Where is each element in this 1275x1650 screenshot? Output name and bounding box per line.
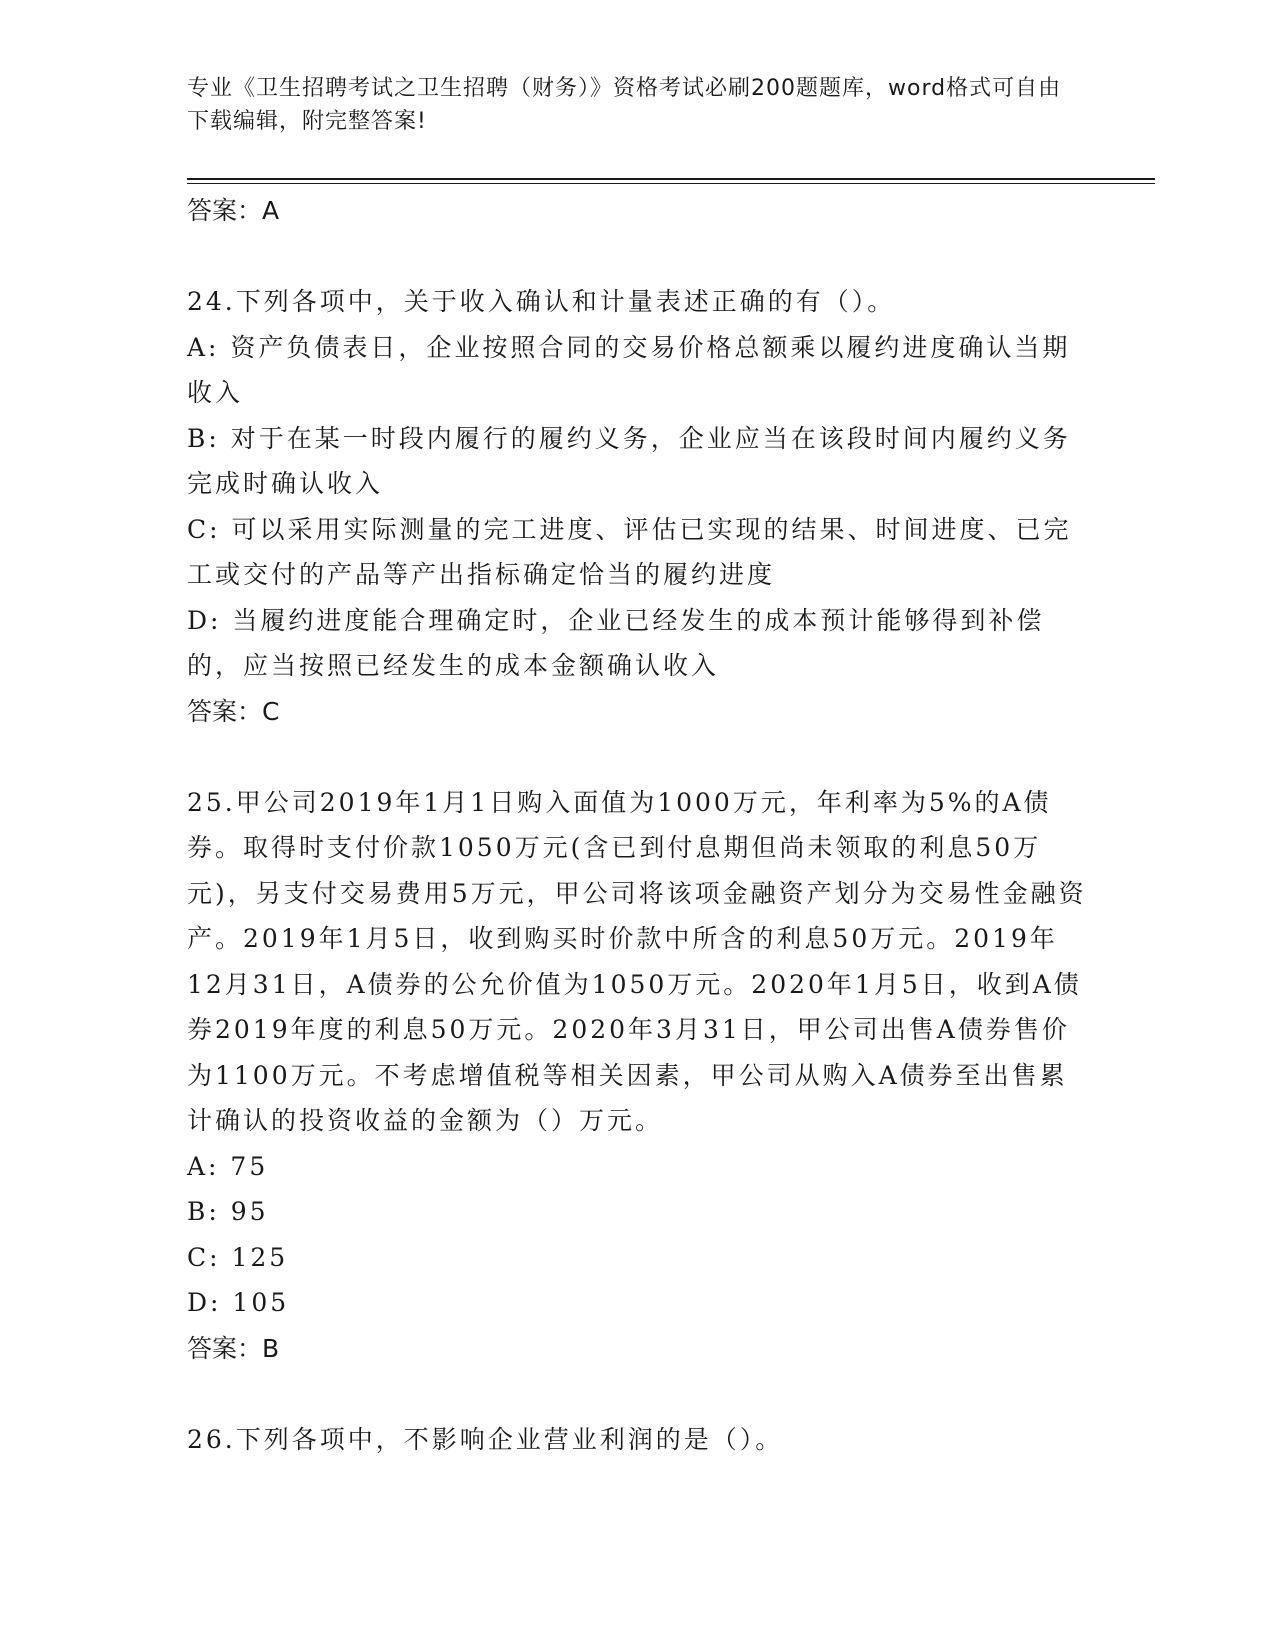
spacer (187, 1372, 1087, 1417)
document-body (187, 188, 1087, 1462)
spacer (187, 234, 1087, 279)
question-block (187, 279, 1087, 735)
option-b: B: 对于在某一时段内履行的履约义务，企业应当在该段时间内履约义务完成时确认收入 (187, 423, 1071, 498)
option-a: A: 75 (187, 1151, 269, 1181)
page-header: 专业《卫生招聘考试之卫生招聘（财务）》资格考试必刷200题题库，word格式可自由下载编辑，附完整答案! (187, 76, 1062, 134)
header-divider (187, 178, 1155, 184)
answer-line: 答案：C (187, 696, 280, 726)
question-text: 25.甲公司2019年1月1日购入面值为1000万元，年利率为5%的A债券。取得时支付价款1050万元(含已到付息期但尚未领取的利息50万元)，另支付交易费用5万元，甲公司将该项金融资产划分为交易性金融资产。2019年1月5日，收到购买时价款中所含的利息50万元。2019年12月31日，A债券的公允价值为1050万元。2020年1月5日，收到A债券2019年度的利息50万元。2020年3月31日，甲公司出售A债券售价为1100万元。不考虑增值税等相关因素，甲公司从购入A债券至出售累计确认的投资收益的金额为（）万元。 (187, 787, 1087, 1135)
option-b: B: 95 (187, 1197, 269, 1226)
option-d: D: 105 (187, 1288, 290, 1317)
question-text: 26.下列各项中，不影响企业营业利润的是（）。 (187, 1424, 784, 1454)
question-block (187, 780, 1087, 1372)
answer-line: 答案：A (187, 196, 280, 225)
answer-line: 答案：B (187, 1333, 280, 1363)
question-block (187, 1417, 1087, 1463)
option-c: C: 可以采用实际测量的完工进度、评估已实现的结果、时间进度、已完工或交付的产品等产出指标确定恰当的履约进度 (187, 514, 1072, 589)
option-d: D: 当履约进度能合理确定时，企业已经发生的成本预计能够得到补偿的，应当按照已经发生的成本金额确认收入 (187, 605, 1045, 680)
spacer (187, 735, 1087, 780)
option-c: C: 125 (187, 1242, 289, 1272)
question-text: 24.下列各项中，关于收入确认和计量表述正确的有（）。 (187, 287, 896, 316)
option-a: A: 资产负债表日，企业按照合同的交易价格总额乘以履约进度确认当期收入 (187, 332, 1071, 407)
